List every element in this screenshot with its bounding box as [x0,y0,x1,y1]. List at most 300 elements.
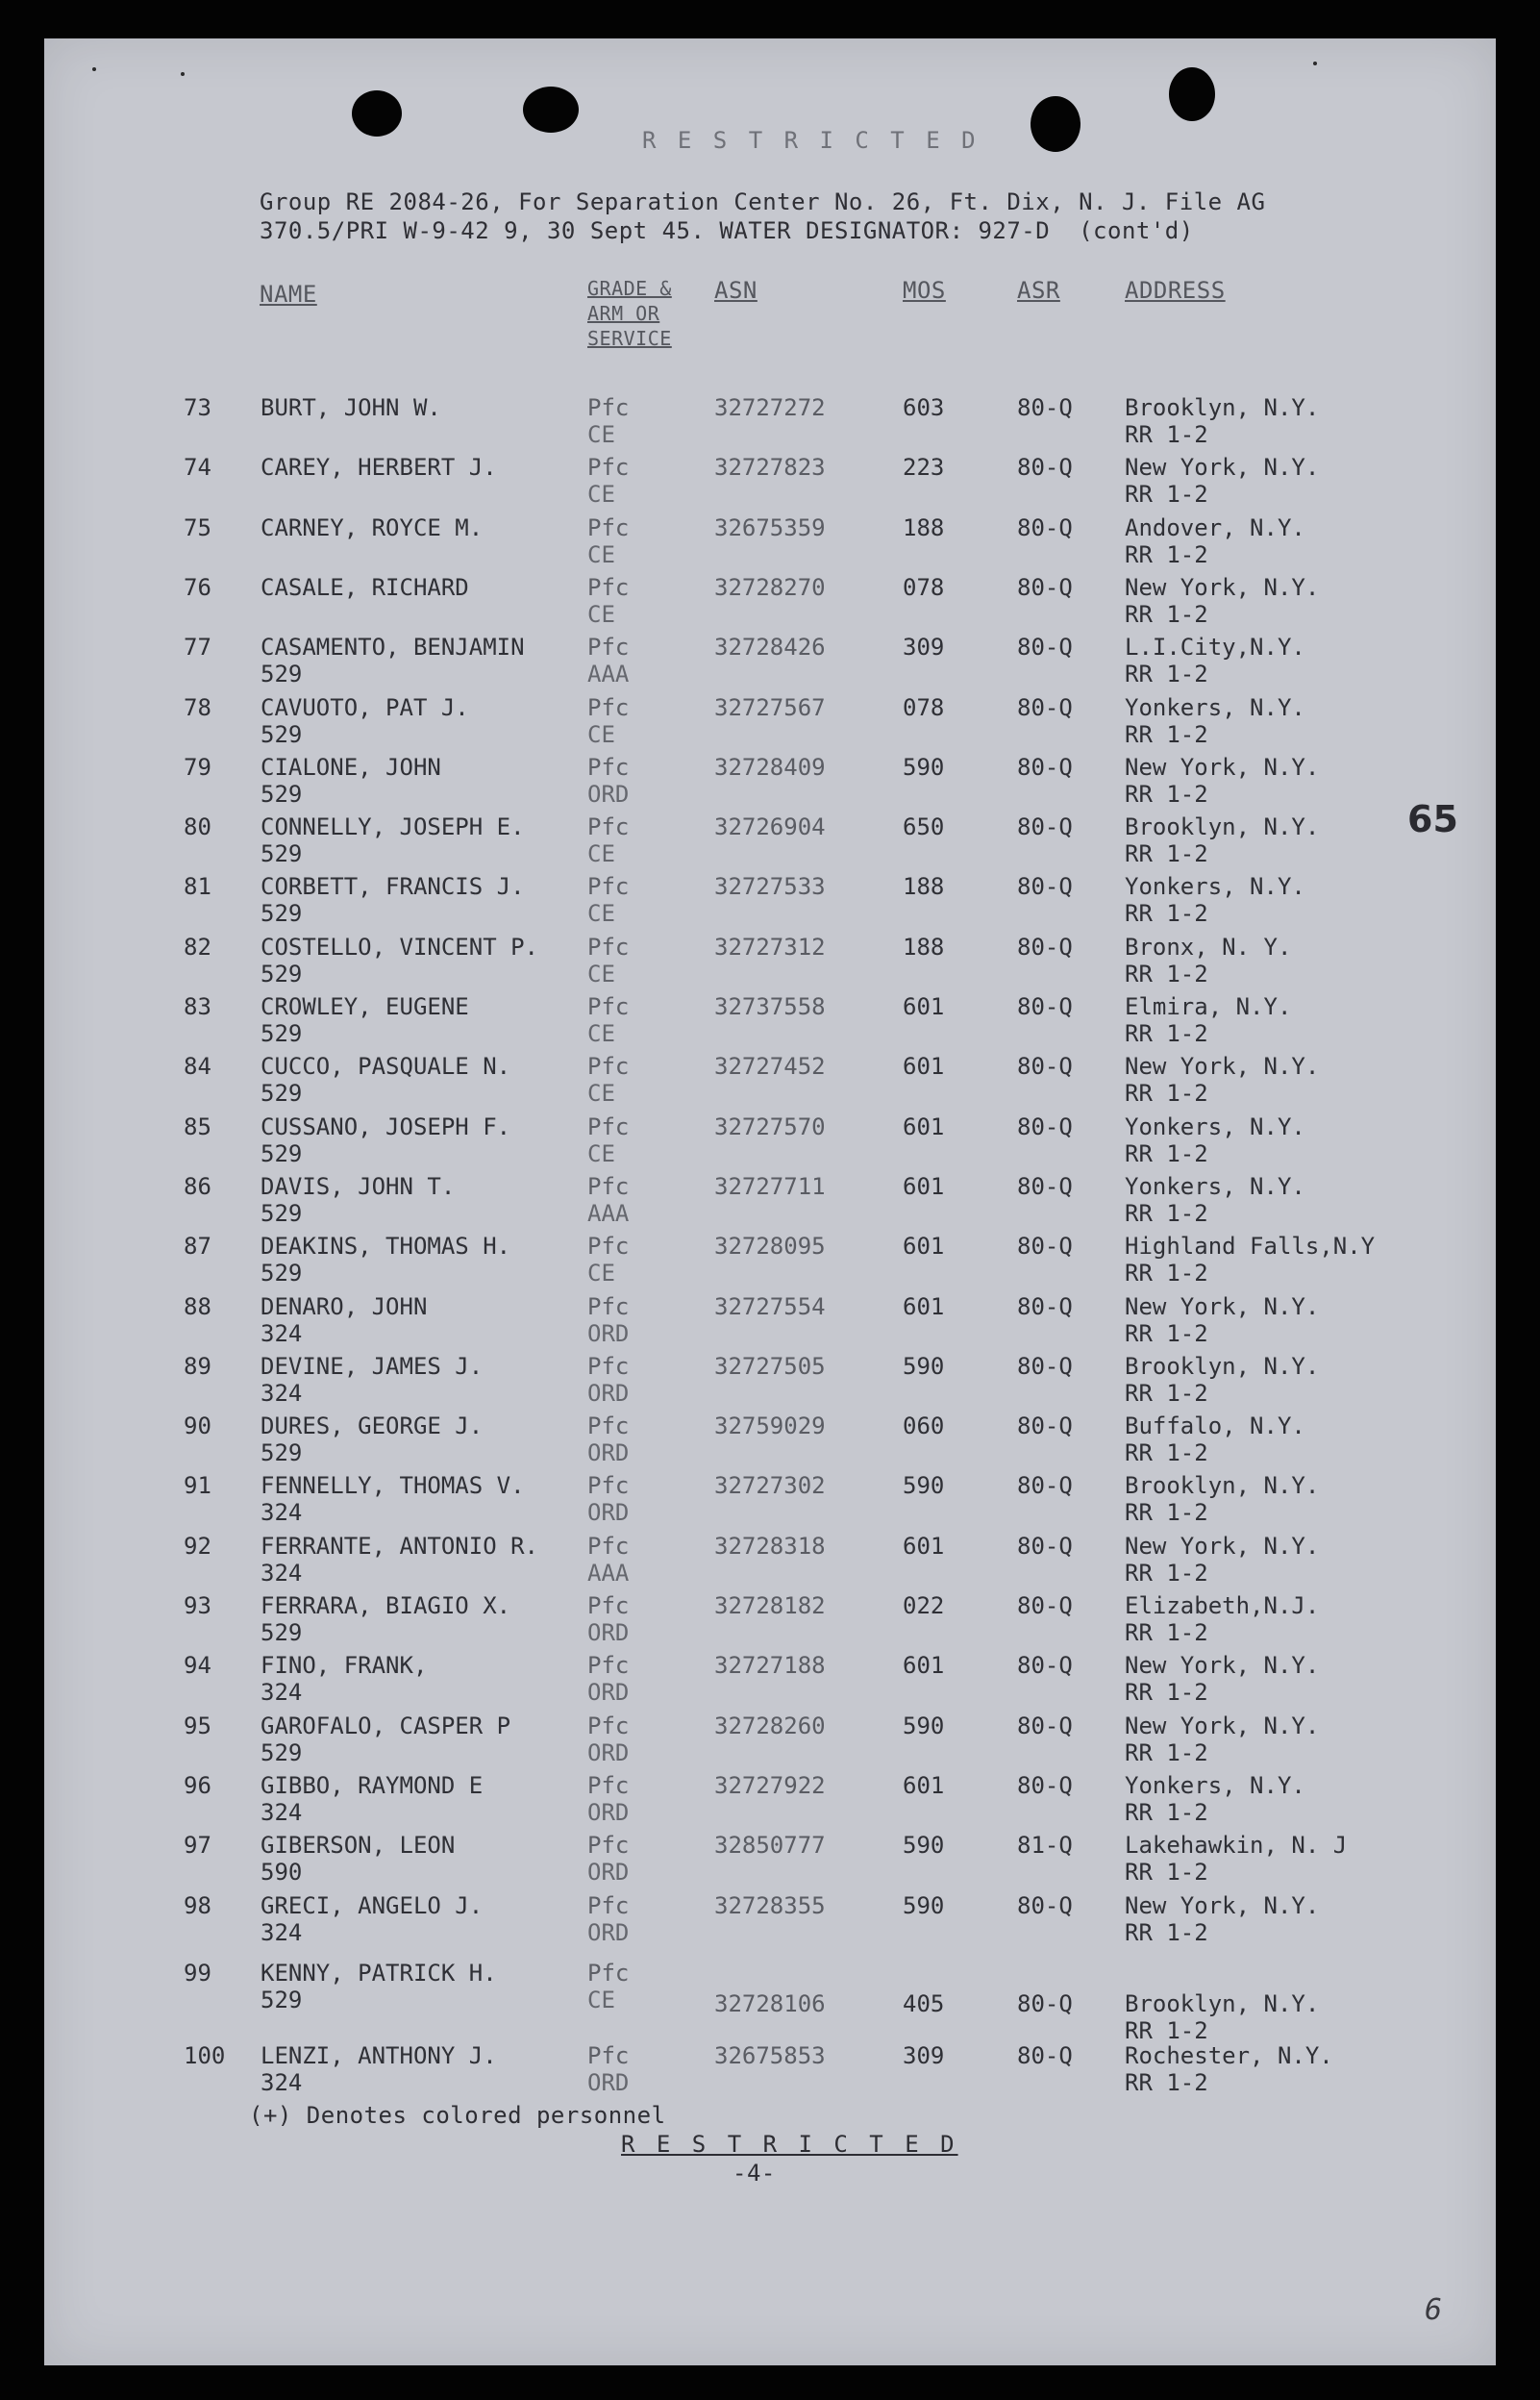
corner-number: 6 [1425,2293,1443,2327]
margin-number: 65 [1407,798,1458,840]
serial-number: 32727570 [714,1112,826,1140]
arm-or-service: ORD [587,1319,630,1347]
address-line-2: RR 1-2 [1125,2016,1208,2044]
person-name: GIBBO, RAYMOND E [261,1771,484,1799]
unit-code: 529 [261,1260,303,1288]
address: Lakehawkin, N. J [1125,1832,1348,1860]
address-line-2: RR 1-2 [1125,1619,1208,1646]
speck [92,67,96,71]
mos-code: 601 [903,1053,945,1081]
person-name: FERRARA, BIAGIO X. [261,1592,511,1619]
table-row [44,1959,1496,2044]
address: Yonkers, N.Y. [1125,873,1305,901]
mos-code: 590 [903,1352,945,1380]
unit-code: 324 [261,1918,303,1946]
row-number: 74 [184,454,211,482]
asr-code: 80-Q [1017,1712,1073,1739]
table-row [44,813,1496,871]
person-name: DURES, GEORGE J. [261,1412,484,1440]
serial-number: 32727452 [714,1053,826,1081]
row-number: 98 [184,1891,211,1919]
address-line-2: RR 1-2 [1125,1379,1208,1407]
table-row [44,574,1496,632]
table-row [44,993,1496,1051]
address: New York, N.Y. [1125,573,1320,601]
table-row [44,1832,1496,1889]
mos-code: 601 [903,1292,945,1320]
serial-number: 32727567 [714,693,826,721]
person-name: KENNY, PATRICK H. [261,1959,497,1987]
grade: Pfc [587,2042,630,2070]
asr-code: 80-Q [1017,1233,1073,1261]
document-page [44,38,1496,2365]
unit-code: 324 [261,1499,303,1527]
row-number: 83 [184,993,211,1020]
mos-code: 078 [903,573,945,601]
address-line-2: RR 1-2 [1125,1260,1208,1288]
unit-code: 324 [261,1559,303,1587]
asr-code: 80-Q [1017,1292,1073,1320]
unit-code: 529 [261,1020,303,1047]
grade: Pfc [587,1712,630,1739]
serial-number: 32727554 [714,1292,826,1320]
row-number: 73 [184,394,211,421]
address-line-2: RR 1-2 [1125,720,1208,748]
row-number: 87 [184,1233,211,1261]
row-number: 99 [184,1959,211,1987]
unit-code: 324 [261,2069,303,2097]
table-row [44,514,1496,572]
address: Yonkers, N.Y. [1125,1771,1305,1799]
serial-number: 32727302 [714,1472,826,1500]
grade: Pfc [587,513,630,541]
header-line-2: 370.5/PRI W-9-42 9, 30 Sept 45. WATER DESIGNATOR: 927-D (cont'd) [260,217,1194,244]
row-number: 94 [184,1652,211,1680]
grade: Pfc [587,1112,630,1140]
row-number: 90 [184,1412,211,1440]
serial-number: 32727711 [714,1172,826,1200]
column-header-service: SERVICE [587,327,672,350]
arm-or-service: CE [587,540,615,568]
unit-code: 529 [261,960,303,988]
row-number: 91 [184,1472,211,1500]
serial-number: 32675359 [714,513,826,541]
restricted-footer: R E S T R I C T E D [621,2131,958,2158]
address: Bronx, N. Y. [1125,933,1292,961]
grade: Pfc [587,1832,630,1860]
address: L.I.City,N.Y. [1125,634,1305,662]
mos-code: 590 [903,1712,945,1739]
asr-code: 80-Q [1017,1412,1073,1440]
arm-or-service: CE [587,600,615,628]
unit-code: 590 [261,1859,303,1887]
mos-code: 601 [903,993,945,1020]
address-line-2: RR 1-2 [1125,481,1208,509]
row-number: 80 [184,813,211,841]
unit-code: 529 [261,840,303,868]
mos-code: 590 [903,753,945,781]
address-line-2: RR 1-2 [1125,840,1208,868]
address: Brooklyn, N.Y. [1125,1352,1320,1380]
table-row [44,454,1496,512]
unit-code: 529 [261,780,303,808]
restricted-header: R E S T R I C T E D [642,127,980,154]
mos-code: 590 [903,1832,945,1860]
table-row [44,1892,1496,1950]
address-line-2: RR 1-2 [1125,1679,1208,1707]
serial-number: 32759029 [714,1412,826,1440]
serial-number: 32727272 [714,394,826,421]
mos-code: 078 [903,693,945,721]
serial-number: 32728270 [714,573,826,601]
column-header-asn: ASN [714,277,758,304]
address-line-2: RR 1-2 [1125,1199,1208,1227]
person-name: FENNELLY, THOMAS V. [261,1472,525,1500]
person-name: CROWLEY, EUGENE [261,993,469,1020]
arm-or-service: AAA [587,1559,630,1587]
grade: Pfc [587,813,630,841]
person-name: CUSSANO, JOSEPH F. [261,1112,511,1140]
arm-or-service: ORD [587,1499,630,1527]
arm-or-service: ORD [587,1679,630,1707]
mos-code: 590 [903,1472,945,1500]
serial-number: 32727922 [714,1771,826,1799]
row-number: 75 [184,513,211,541]
person-name: CONNELLY, JOSEPH E. [261,813,525,841]
table-row [44,754,1496,812]
table-row [44,1592,1496,1650]
address-line-2: RR 1-2 [1125,421,1208,448]
address-line-2: RR 1-2 [1125,1738,1208,1766]
arm-or-service: ORD [587,1619,630,1646]
address: New York, N.Y. [1125,1292,1320,1320]
person-name: COSTELLO, VINCENT P. [261,933,538,961]
arm-or-service: CE [587,1986,615,2013]
serial-number: 32728318 [714,1532,826,1560]
person-name: BURT, JOHN W. [261,394,441,421]
arm-or-service: CE [587,720,615,748]
mos-code: 188 [903,933,945,961]
table-row [44,934,1496,991]
asr-code: 80-Q [1017,1891,1073,1919]
row-number: 86 [184,1172,211,1200]
grade: Pfc [587,1352,630,1380]
asr-code: 80-Q [1017,1532,1073,1560]
person-name: FINO, FRANK, [261,1652,428,1680]
punch-hole [1031,96,1080,152]
row-number: 79 [184,753,211,781]
row-number: 96 [184,1771,211,1799]
address-line-2: RR 1-2 [1125,661,1208,688]
serial-number: 32727312 [714,933,826,961]
unit-code: 529 [261,900,303,928]
arm-or-service: ORD [587,1379,630,1407]
serial-number: 32727188 [714,1652,826,1680]
unit-code: 529 [261,1738,303,1766]
column-header-address: ADDRESS [1125,277,1226,304]
table-row [44,1712,1496,1770]
arm-or-service: CE [587,1139,615,1167]
row-number: 100 [184,2042,226,2070]
grade: Pfc [587,1959,630,1987]
person-name: CASAMENTO, BENJAMIN [261,634,525,662]
asr-code: 80-Q [1017,1172,1073,1200]
address-line-2: RR 1-2 [1125,1798,1208,1826]
serial-number: 32737558 [714,993,826,1020]
address: Brooklyn, N.Y. [1125,1989,1320,2017]
asr-code: 80-Q [1017,1592,1073,1619]
mos-code: 601 [903,1233,945,1261]
address: Brooklyn, N.Y. [1125,1472,1320,1500]
asr-code: 80-Q [1017,813,1073,841]
column-header-asr: ASR [1017,277,1060,304]
mos-code: 601 [903,1652,945,1680]
address: Elizabeth,N.J. [1125,1592,1320,1619]
asr-code: 80-Q [1017,634,1073,662]
row-number: 76 [184,573,211,601]
mos-code: 590 [903,1891,945,1919]
arm-or-service: CE [587,1080,615,1108]
table-row [44,873,1496,931]
address-line-2: RR 1-2 [1125,600,1208,628]
person-name: DAVIS, JOHN T. [261,1172,456,1200]
table-row [44,394,1496,452]
arm-or-service: ORD [587,2069,630,2097]
mos-code: 650 [903,813,945,841]
table-row [44,1053,1496,1111]
row-number: 92 [184,1532,211,1560]
person-name: CORBETT, FRANCIS J. [261,873,525,901]
arm-or-service: ORD [587,1798,630,1826]
mos-code: 188 [903,513,945,541]
row-number: 84 [184,1053,211,1081]
unit-code: 324 [261,1679,303,1707]
table-row [44,1772,1496,1830]
asr-code: 80-Q [1017,693,1073,721]
address-line-2: RR 1-2 [1125,900,1208,928]
person-name: CUCCO, PASQUALE N. [261,1053,511,1081]
address-line-2: RR 1-2 [1125,1499,1208,1527]
grade: Pfc [587,634,630,662]
arm-or-service: CE [587,1020,615,1047]
asr-code: 80-Q [1017,2042,1073,2070]
grade: Pfc [587,873,630,901]
row-number: 77 [184,634,211,662]
column-header-name: NAME [260,281,317,308]
serial-number: 32728095 [714,1233,826,1261]
unit-code: 324 [261,1379,303,1407]
grade: Pfc [587,1891,630,1919]
row-number: 89 [184,1352,211,1380]
address: New York, N.Y. [1125,1652,1320,1680]
address: New York, N.Y. [1125,1712,1320,1739]
serial-number: 32728260 [714,1712,826,1739]
mos-code: 188 [903,873,945,901]
unit-code: 529 [261,720,303,748]
unit-code: 529 [261,1439,303,1467]
unit-code: 529 [261,1199,303,1227]
punch-hole [1169,67,1215,121]
person-name: CIALONE, JOHN [261,753,441,781]
asr-code: 80-Q [1017,454,1073,482]
row-number: 93 [184,1592,211,1619]
address-line-2: RR 1-2 [1125,780,1208,808]
address: New York, N.Y. [1125,753,1320,781]
serial-number: 32850777 [714,1832,826,1860]
mos-code: 601 [903,1771,945,1799]
serial-number: 32727823 [714,454,826,482]
asr-code: 80-Q [1017,513,1073,541]
arm-or-service: CE [587,1260,615,1288]
serial-number: 32727533 [714,873,826,901]
table-row [44,1412,1496,1470]
punch-hole [352,90,402,137]
address-line-2: RR 1-2 [1125,1859,1208,1887]
row-number: 78 [184,693,211,721]
row-number: 85 [184,1112,211,1140]
mos-code: 405 [903,1989,945,2017]
address: New York, N.Y. [1125,454,1320,482]
unit-code: 324 [261,1319,303,1347]
page-number: -4- [733,2160,776,2187]
asr-code: 80-Q [1017,993,1073,1020]
table-row [44,1233,1496,1290]
serial-number: 32727505 [714,1352,826,1380]
person-name: CAREY, HERBERT J. [261,454,497,482]
row-number: 97 [184,1832,211,1860]
address-line-2: RR 1-2 [1125,960,1208,988]
address-line-2: RR 1-2 [1125,1139,1208,1167]
asr-code: 80-Q [1017,1652,1073,1680]
arm-or-service: ORD [587,1439,630,1467]
address: New York, N.Y. [1125,1891,1320,1919]
column-header-mos: MOS [903,277,946,304]
serial-number: 32728182 [714,1592,826,1619]
grade: Pfc [587,1652,630,1680]
person-name: GRECI, ANGELO J. [261,1891,484,1919]
asr-code: 81-Q [1017,1832,1073,1860]
table-row [44,634,1496,691]
grade: Pfc [587,1472,630,1500]
table-row [44,1173,1496,1231]
grade: Pfc [587,1412,630,1440]
arm-or-service: ORD [587,1918,630,1946]
address: New York, N.Y. [1125,1532,1320,1560]
column-header-grade: GRADE & [587,277,672,300]
person-name: DEVINE, JAMES J. [261,1352,484,1380]
grade: Pfc [587,1592,630,1619]
unit-code: 529 [261,1986,303,2013]
table-row [44,2042,1496,2100]
grade: Pfc [587,1053,630,1081]
table-row [44,1652,1496,1710]
serial-number: 32675853 [714,2042,826,2070]
grade: Pfc [587,993,630,1020]
arm-or-service: AAA [587,1199,630,1227]
address: Brooklyn, N.Y. [1125,394,1320,421]
asr-code: 80-Q [1017,1989,1073,2017]
person-name: GIBERSON, LEON [261,1832,456,1860]
address-line-2: RR 1-2 [1125,1020,1208,1047]
grade: Pfc [587,1292,630,1320]
address: Andover, N.Y. [1125,513,1305,541]
mos-code: 601 [903,1112,945,1140]
unit-code: 324 [261,1798,303,1826]
address-line-2: RR 1-2 [1125,1439,1208,1467]
grade: Pfc [587,933,630,961]
address: Yonkers, N.Y. [1125,693,1305,721]
address: Highland Falls,N.Y [1125,1233,1376,1261]
asr-code: 80-Q [1017,1352,1073,1380]
asr-code: 80-Q [1017,753,1073,781]
mos-code: 060 [903,1412,945,1440]
grade: Pfc [587,1172,630,1200]
mos-code: 603 [903,394,945,421]
mos-code: 022 [903,1592,945,1619]
arm-or-service: CE [587,481,615,509]
asr-code: 80-Q [1017,1771,1073,1799]
asr-code: 80-Q [1017,933,1073,961]
person-name: LENZI, ANTHONY J. [261,2042,497,2070]
person-name: FERRANTE, ANTONIO R. [261,1532,538,1560]
unit-code: 529 [261,1619,303,1646]
mos-code: 601 [903,1172,945,1200]
grade: Pfc [587,454,630,482]
asr-code: 80-Q [1017,573,1073,601]
unit-code: 529 [261,1080,303,1108]
row-number: 88 [184,1292,211,1320]
header-line-1: Group RE 2084-26, For Separation Center No. 26, Ft. Dix, N. J. File AG [260,188,1266,215]
grade: Pfc [587,693,630,721]
column-header-arm: ARM OR [587,302,660,325]
arm-or-service: CE [587,840,615,868]
mos-code: 601 [903,1532,945,1560]
grade: Pfc [587,394,630,421]
serial-number: 32728426 [714,634,826,662]
asr-code: 80-Q [1017,1112,1073,1140]
serial-number: 32728409 [714,753,826,781]
address-line-2: RR 1-2 [1125,1918,1208,1946]
address-line-2: RR 1-2 [1125,2069,1208,2097]
address: Rochester, N.Y. [1125,2042,1333,2070]
serial-number: 32728106 [714,1989,826,2017]
address: Elmira, N.Y. [1125,993,1292,1020]
row-number: 95 [184,1712,211,1739]
arm-or-service: CE [587,900,615,928]
mos-code: 309 [903,2042,945,2070]
table-row [44,694,1496,752]
grade: Pfc [587,573,630,601]
arm-or-service: CE [587,960,615,988]
person-name: CASALE, RICHARD [261,573,469,601]
address: Buffalo, N.Y. [1125,1412,1305,1440]
row-number: 82 [184,933,211,961]
asr-code: 80-Q [1017,873,1073,901]
person-name: CARNEY, ROYCE M. [261,513,484,541]
arm-or-service: AAA [587,661,630,688]
punch-hole [523,87,579,133]
grade: Pfc [587,753,630,781]
address: Brooklyn, N.Y. [1125,813,1320,841]
mos-code: 309 [903,634,945,662]
address-line-2: RR 1-2 [1125,1559,1208,1587]
arm-or-service: ORD [587,780,630,808]
arm-or-service: CE [587,421,615,448]
serial-number: 32728355 [714,1891,826,1919]
address-line-2: RR 1-2 [1125,540,1208,568]
asr-code: 80-Q [1017,1053,1073,1081]
address: Yonkers, N.Y. [1125,1112,1305,1140]
